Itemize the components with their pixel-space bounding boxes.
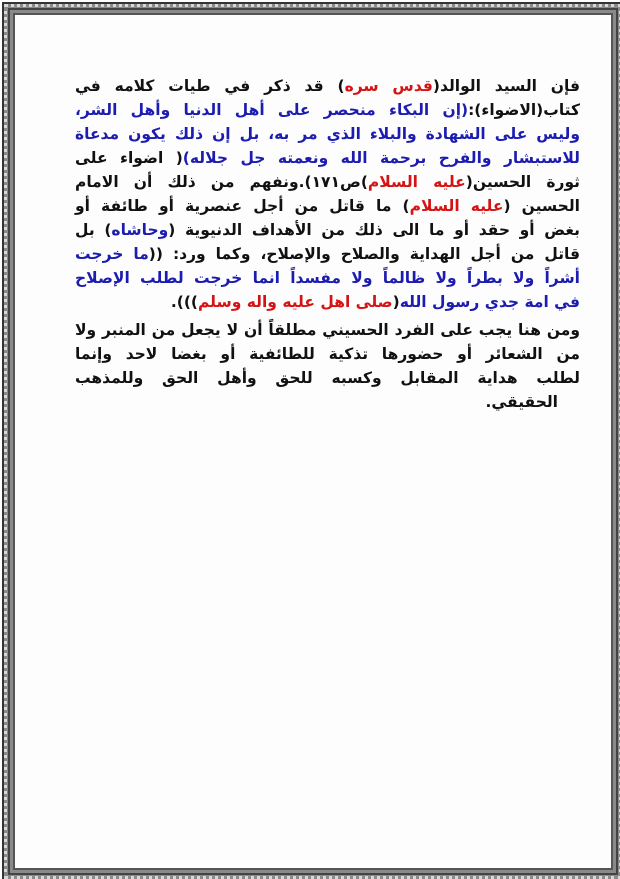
body-text: ) بل [75,221,112,239]
text-line: ومن هنا يجب على الفرد الحسيني مطلقاً أن لا يجعل من المنبر ولا [75,321,580,339]
body-text: ))). [170,293,199,311]
text-line: لطلب هداية المقابل وكسبه للحق وأهل الحق وللمذهب [75,369,580,387]
text-line [75,98,580,122]
text-line [75,266,580,290]
quote-text: أشراً ولا بطراً ولا ظالماً ولا مفسداً انما خرجت لطلب الإصلاح [75,269,580,287]
body-text: ) ما قاتل من أجل عنصرية أو طائفة أو [75,197,410,215]
quote-text: وحاشاه [111,221,169,239]
text-line [75,122,580,146]
body-text: بغض أو حقد أو ما الى ذلك من الأهداف الدنيوية ( [168,221,581,239]
text-line [75,290,580,314]
honorific-text: عليه السلام [409,197,504,215]
quote-text: (إن البكاء منحصر على أهل الدنيا وأهل الشر، [75,101,469,119]
honorific-text: قدس سره [344,77,433,95]
body-text: فإن السيد الوالد( [432,77,580,95]
body-text: قاتل من أجل الهداية والصلاح والإصلاح، وكما ورد: (( [148,245,580,263]
text-line [75,170,580,194]
quote-text: وليس على الشهادة والبلاء الذي مر به، بل إن ذلك يكون مدعاة [75,125,580,143]
body-text: ( اضواء على [75,149,183,167]
text-line [75,74,580,98]
text-line: الحقيقي. [485,393,558,411]
body-text: )ص١٧١).ونفهم من ذلك أن الامام [75,173,368,191]
body-text: ثورة الحسين( [465,173,581,191]
text-line [75,194,580,218]
text-line [75,242,580,266]
document-body [75,74,580,414]
text-line [75,218,580,242]
text-line: من الشعائر أو حضورها تذكية للطائفية أو بغضا لاحد وإنما [75,345,580,363]
honorific-text: صلى اهل عليه واله وسلم [198,293,393,311]
quote-text: في امة جدي رسول الله [399,293,580,311]
honorific-text: عليه السلام [367,173,466,191]
body-text: ) قد ذكر في طيات كلامه في [75,77,345,95]
text-line [75,146,580,170]
quote-text: للاستبشار والفرح برحمة الله ونعمته جل جلاله) [182,149,580,167]
body-text: الحسين ( [503,197,580,215]
quote-text: ما خرجت [75,245,149,263]
paragraph-1 [75,74,580,318]
body-text: كتاب(الاضواء): [468,101,580,119]
paragraph-2 [75,318,580,414]
body-text: ( [392,293,400,311]
